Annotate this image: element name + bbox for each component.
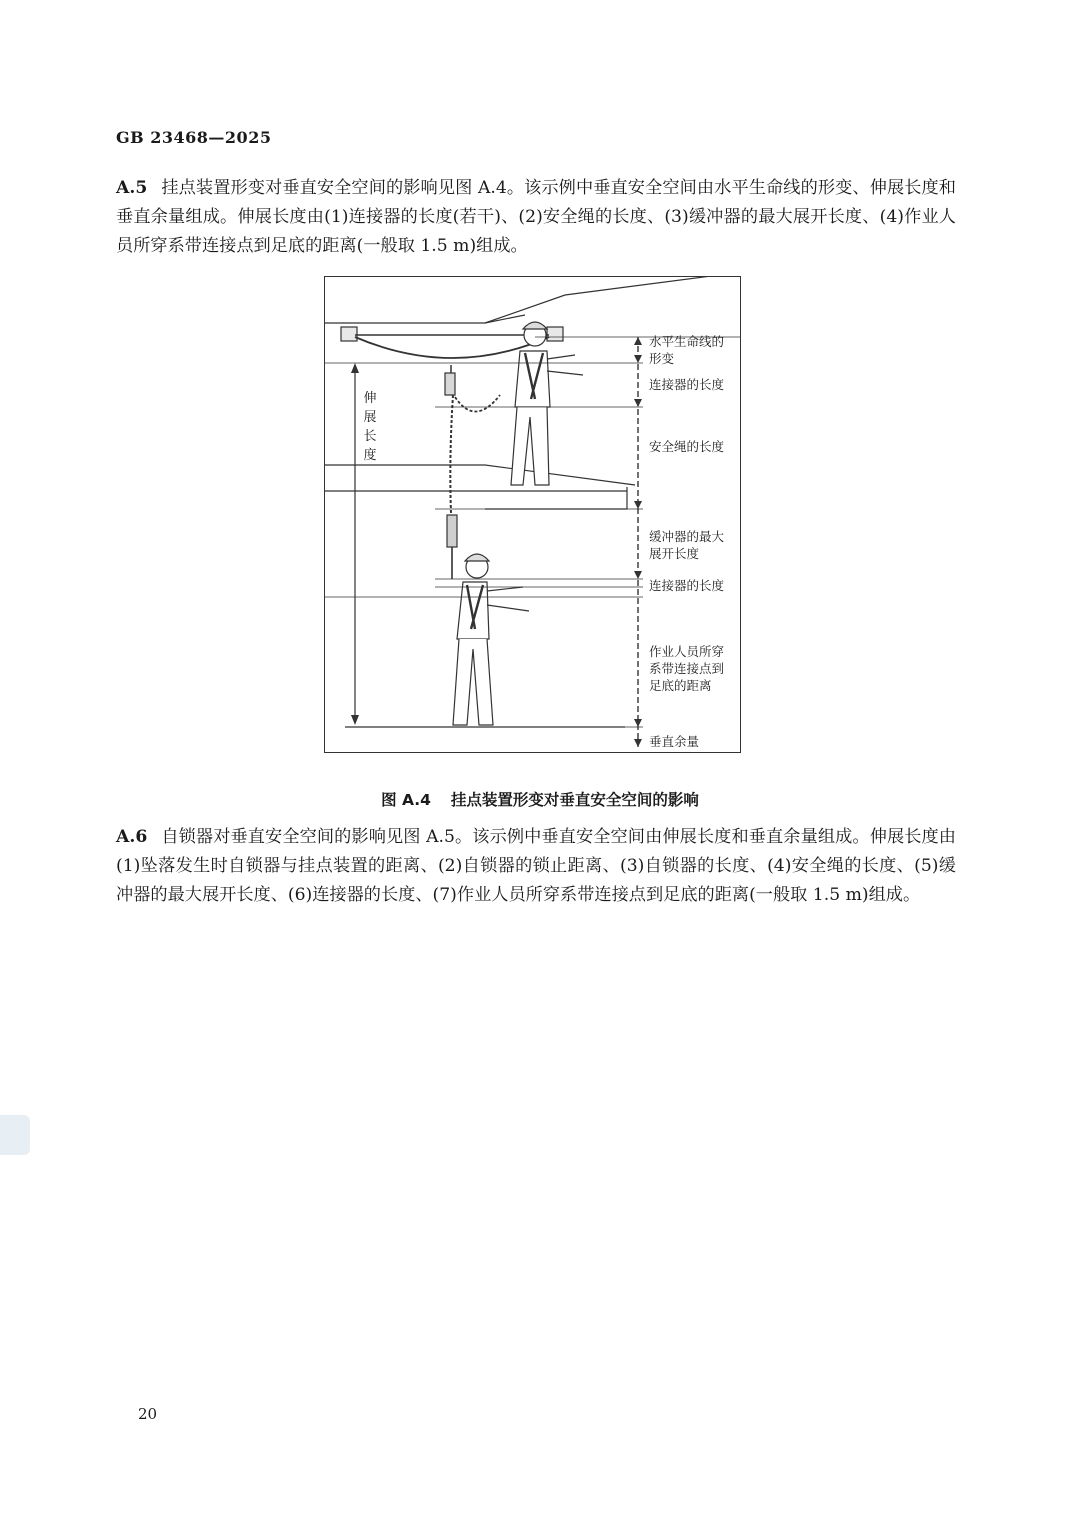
extension-length-char: 度 bbox=[363, 448, 377, 463]
extension-length-char: 长 bbox=[363, 429, 377, 444]
label-lifeline-deformation: 水平生命线的形变 bbox=[649, 334, 725, 366]
extension-length-char: 展 bbox=[363, 410, 377, 425]
label-absorber-length: 缓冲器的最大展开长度 bbox=[649, 529, 725, 561]
label-rope-length: 安全绳的长度 bbox=[649, 439, 725, 454]
figure-caption-text: 挂点装置形变对垂直安全空间的影响 bbox=[450, 791, 699, 809]
label-harness-to-feet: 作业人员所穿系带连接点到足底的距离 bbox=[649, 644, 725, 693]
page-number: 20 bbox=[138, 1405, 158, 1423]
extension-length-vertical-label bbox=[363, 389, 377, 465]
side-watermark bbox=[0, 1115, 30, 1155]
standard-code-header: GB 23468—2025 bbox=[116, 128, 272, 147]
paragraph-a6-number: A.6 bbox=[116, 827, 148, 847]
figure-caption-number: 图 A.4 bbox=[381, 791, 431, 809]
paragraph-a5 bbox=[116, 174, 956, 261]
paragraph-a6 bbox=[116, 823, 956, 910]
label-connector-length-2: 连接器的长度 bbox=[649, 578, 725, 593]
paragraph-a5-number: A.5 bbox=[116, 178, 148, 198]
figure-a4 bbox=[324, 276, 741, 753]
paragraph-a5-text: 挂点装置形变对垂直安全空间的影响见图 A.4。该示例中垂直安全空间由水平生命线的形变、伸展长度和垂直余量组成。伸展长度由(1)连接器的长度(若干)、(2)安全绳的长度、(3)缓冲器的最大展开长度、(4)作业人员所穿系带连接点到足底的距离(一般取 1.5 m)组成。 bbox=[116, 178, 956, 256]
figure-caption bbox=[0, 788, 1080, 810]
paragraph-a6-text: 自锁器对垂直安全空间的影响见图 A.5。该示例中垂直安全空间由伸展长度和垂直余量组成。伸展长度由(1)坠落发生时自锁器与挂点装置的距离、(2)自锁器的锁止距离、(3)自锁器的长度、(4)安全绳的长度、(5)缓冲器的最大展开长度、(6)连接器的长度、(7)作业人员所穿系带连接点到足底的距离(一般取 1.5 m)组成。 bbox=[116, 827, 956, 905]
label-clearance: 垂直余量 bbox=[649, 734, 700, 749]
label-connector-length-1: 连接器的长度 bbox=[649, 377, 725, 392]
extension-length-char: 伸 bbox=[363, 391, 377, 406]
